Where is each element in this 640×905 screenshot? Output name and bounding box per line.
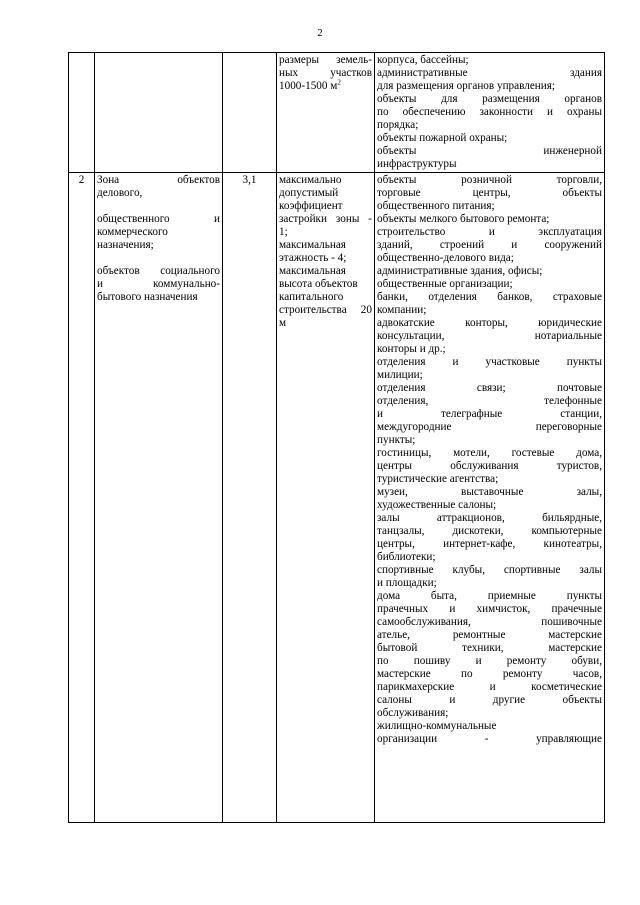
text-line-content: ных участков [279,67,372,79]
text-line-content: музеи, выставочные залы, [377,486,602,498]
text-line-content: и телеграфные станции, [377,408,602,420]
text-line [377,629,602,642]
text-line-content: капитального [279,291,344,303]
text-line [279,54,372,67]
text-line-content: по обеспечению законности и охраны [377,106,602,118]
text-line-content: парикмахерские и косметические [377,681,602,693]
text-line-content: по пошиву и ремонту обуви, [377,655,602,667]
row-number-cell: 2 [69,173,95,823]
text-line-content: центры обслуживания туристов, [377,460,602,472]
text-line [377,603,602,616]
text-line-content: делового, [97,187,143,199]
text-line [377,681,602,694]
text-line [279,291,372,304]
text-line [377,590,602,603]
text-line-content: отделения связи; почтовые [377,382,602,394]
text-line [279,226,372,239]
text-line-content: инфраструктуры [377,158,457,170]
text-line-content: общественно-делового вида; [377,252,514,264]
text-line-content: административные здания [377,67,602,79]
text-line-content: адвокатские конторы, юридические [377,317,602,329]
text-line-content: общественного и [97,213,220,225]
text-line-content: самообслуживания, пошивочные [377,616,602,628]
text-line [279,187,372,200]
text-line-content: спортивные клубы, спортивные залы [377,564,602,576]
text-line-content: залы аттракционов, бильярдные, [377,512,602,524]
text-line [377,80,602,93]
text-line [377,525,602,538]
text-line-content: размеры земель- [279,54,372,66]
text-line-content: отделения и участковые пункты [377,356,602,368]
text-line-content: дома быта, приемные пункты [377,590,602,602]
text-line-content: корпуса, бассейны; [377,54,469,66]
text-line [377,382,602,395]
text-line [279,200,372,213]
text-line-content: максимальная [279,239,346,251]
text-line-content: ателье, ремонтные мастерские [377,629,602,641]
text-line [97,278,220,291]
text-line-content: и коммунально- [97,278,220,290]
text-line [377,67,602,80]
text-line [97,174,220,187]
text-line-content: художественные салоны; [377,499,497,511]
text-line [279,278,372,291]
text-line [377,106,602,119]
text-line-content: объекты мелкого бытового ремонта; [377,213,550,225]
text-line-content: для размещения органов управления; [377,80,556,92]
zone-code-cell: 3,1 [223,173,277,823]
text-line-content: объекты инженерной [377,145,602,157]
text-line [97,226,220,239]
paragraph-gap [97,200,220,213]
text-line [97,239,220,252]
text-line-content: коммерческого [97,226,168,238]
text-line [279,213,372,226]
text-line-content: междугородние переговорные [377,421,602,433]
text-line-content: пункты; [377,434,416,446]
zone-code-cell [223,53,277,173]
text-line [279,239,372,252]
text-line [377,421,602,434]
text-line-content: объекты для размещения органов [377,93,602,105]
text-line [377,226,602,239]
row-number-cell [69,53,95,173]
text-line-content: объекты розничной торговли, [377,174,602,186]
text-line-content: организации - управляющие [377,733,602,745]
text-line [377,642,602,655]
text-line [279,80,372,93]
text-line-content: коэффициент [279,200,343,212]
text-line [377,616,602,629]
parameters-cell [277,173,375,823]
text-line-content: Зона объектов [97,174,220,186]
text-line [279,265,372,278]
text-line [377,668,602,681]
text-line-content: центры, интернет-кафе, кинотеатры, [377,538,602,550]
text-line-content: торговые центры, объекты [377,187,602,199]
text-line-content: общественного питания; [377,200,495,212]
text-line-content: строительство и эксплуатация [377,226,602,238]
text-line [377,330,602,343]
zoning-regulations-table [68,52,605,823]
text-line [97,213,220,226]
permitted-uses-cell [375,53,605,173]
text-line [377,145,602,158]
permitted-uses-cell [375,173,605,823]
superscript: 2 [337,78,341,87]
text-line [377,408,602,421]
text-line-content: мастерские по ремонту часов, [377,668,602,680]
text-line-content: общественные организации; [377,278,513,290]
page-number: 2 [317,28,323,39]
text-line [377,93,602,106]
text-line [377,369,602,382]
text-line [377,486,602,499]
text-line-content: бытовой техники, мастерские [377,642,602,654]
text-line-content: консультации, нотариальные [377,330,602,342]
text-line-content: бытового назначения [97,291,198,303]
text-line-content: максимальная [279,265,346,277]
text-line [377,158,602,171]
text-line [377,460,602,473]
text-line [377,577,602,590]
paragraph-gap [97,252,220,265]
text-line [279,174,372,187]
zone-name-cell [95,53,223,173]
text-line [377,473,602,486]
text-line [377,54,602,67]
text-line [377,447,602,460]
text-line-content: гостиницы, мотели, гостевые дома, [377,447,602,459]
text-line-content: библиотеки; [377,551,436,563]
text-line-content: высота объектов [279,278,358,290]
text-line-content: административные здания, офисы; [377,265,543,277]
text-line [377,278,602,291]
text-line-content: отделения, телефонные [377,395,602,407]
text-line-content: танцзалы, дискотеки, компьютерные [377,525,602,537]
text-line [377,343,602,356]
text-line-content: жилищно-коммунальные [377,720,497,732]
text-line [97,187,220,200]
text-line [377,707,602,720]
text-line [377,119,602,132]
text-line-content: туристические агентства; [377,473,499,485]
text-line-content: и площадки; [377,577,437,589]
text-line-content: объекты пожарной охраны; [377,132,508,144]
text-line-content: конторы и др.; [377,343,446,355]
text-line [377,304,602,317]
text-line [377,512,602,525]
text-line [377,252,602,265]
text-line [377,291,602,304]
text-line [377,564,602,577]
text-line-content: зданий, строений и сооружений [377,239,602,251]
text-line-content: этажность - 4; [279,252,347,264]
text-line [377,174,602,187]
text-line-content: обслуживания; [377,707,449,719]
text-line [377,187,602,200]
text-line-content: порядка; [377,119,419,131]
text-line [377,356,602,369]
text-line-content: объектов социального [97,265,220,277]
text-line [377,200,602,213]
text-line [377,132,602,145]
parameters-cell [277,53,375,173]
text-line-content: строительства 20 [279,304,372,316]
text-line-content: милиции; [377,369,423,381]
text-line [377,213,602,226]
text-line-content: прачечных и химчисток, прачечные [377,603,602,615]
text-line [377,317,602,330]
text-line [377,239,602,252]
text-line [97,291,220,304]
text-line-content: 1000-1500 м [279,80,338,92]
text-line-content: м [279,317,287,329]
text-line-content: 1; [279,226,288,238]
text-line-content: компании; [377,304,427,316]
text-line [377,655,602,668]
text-line-content: допустимый [279,187,339,199]
text-line [279,317,372,330]
zone-name-cell [95,173,223,823]
text-line [377,434,602,447]
text-line [377,733,602,746]
text-line [377,538,602,551]
text-line-content: банки, отделения банков, страховые [377,291,602,303]
text-line [377,395,602,408]
text-line [377,551,602,564]
text-line [97,265,220,278]
text-line [377,265,602,278]
text-line-content: застройки зоны - [279,213,372,225]
text-line [377,499,602,512]
table-row [69,53,605,173]
text-line-content: назначения; [97,239,154,251]
text-line-content: салоны и другие объекты [377,694,602,706]
text-line [279,67,372,80]
text-line [377,694,602,707]
text-line [377,720,602,733]
text-line [279,252,372,265]
text-line [279,304,372,317]
table-row [69,173,605,823]
text-line-content: максимально [279,174,342,186]
